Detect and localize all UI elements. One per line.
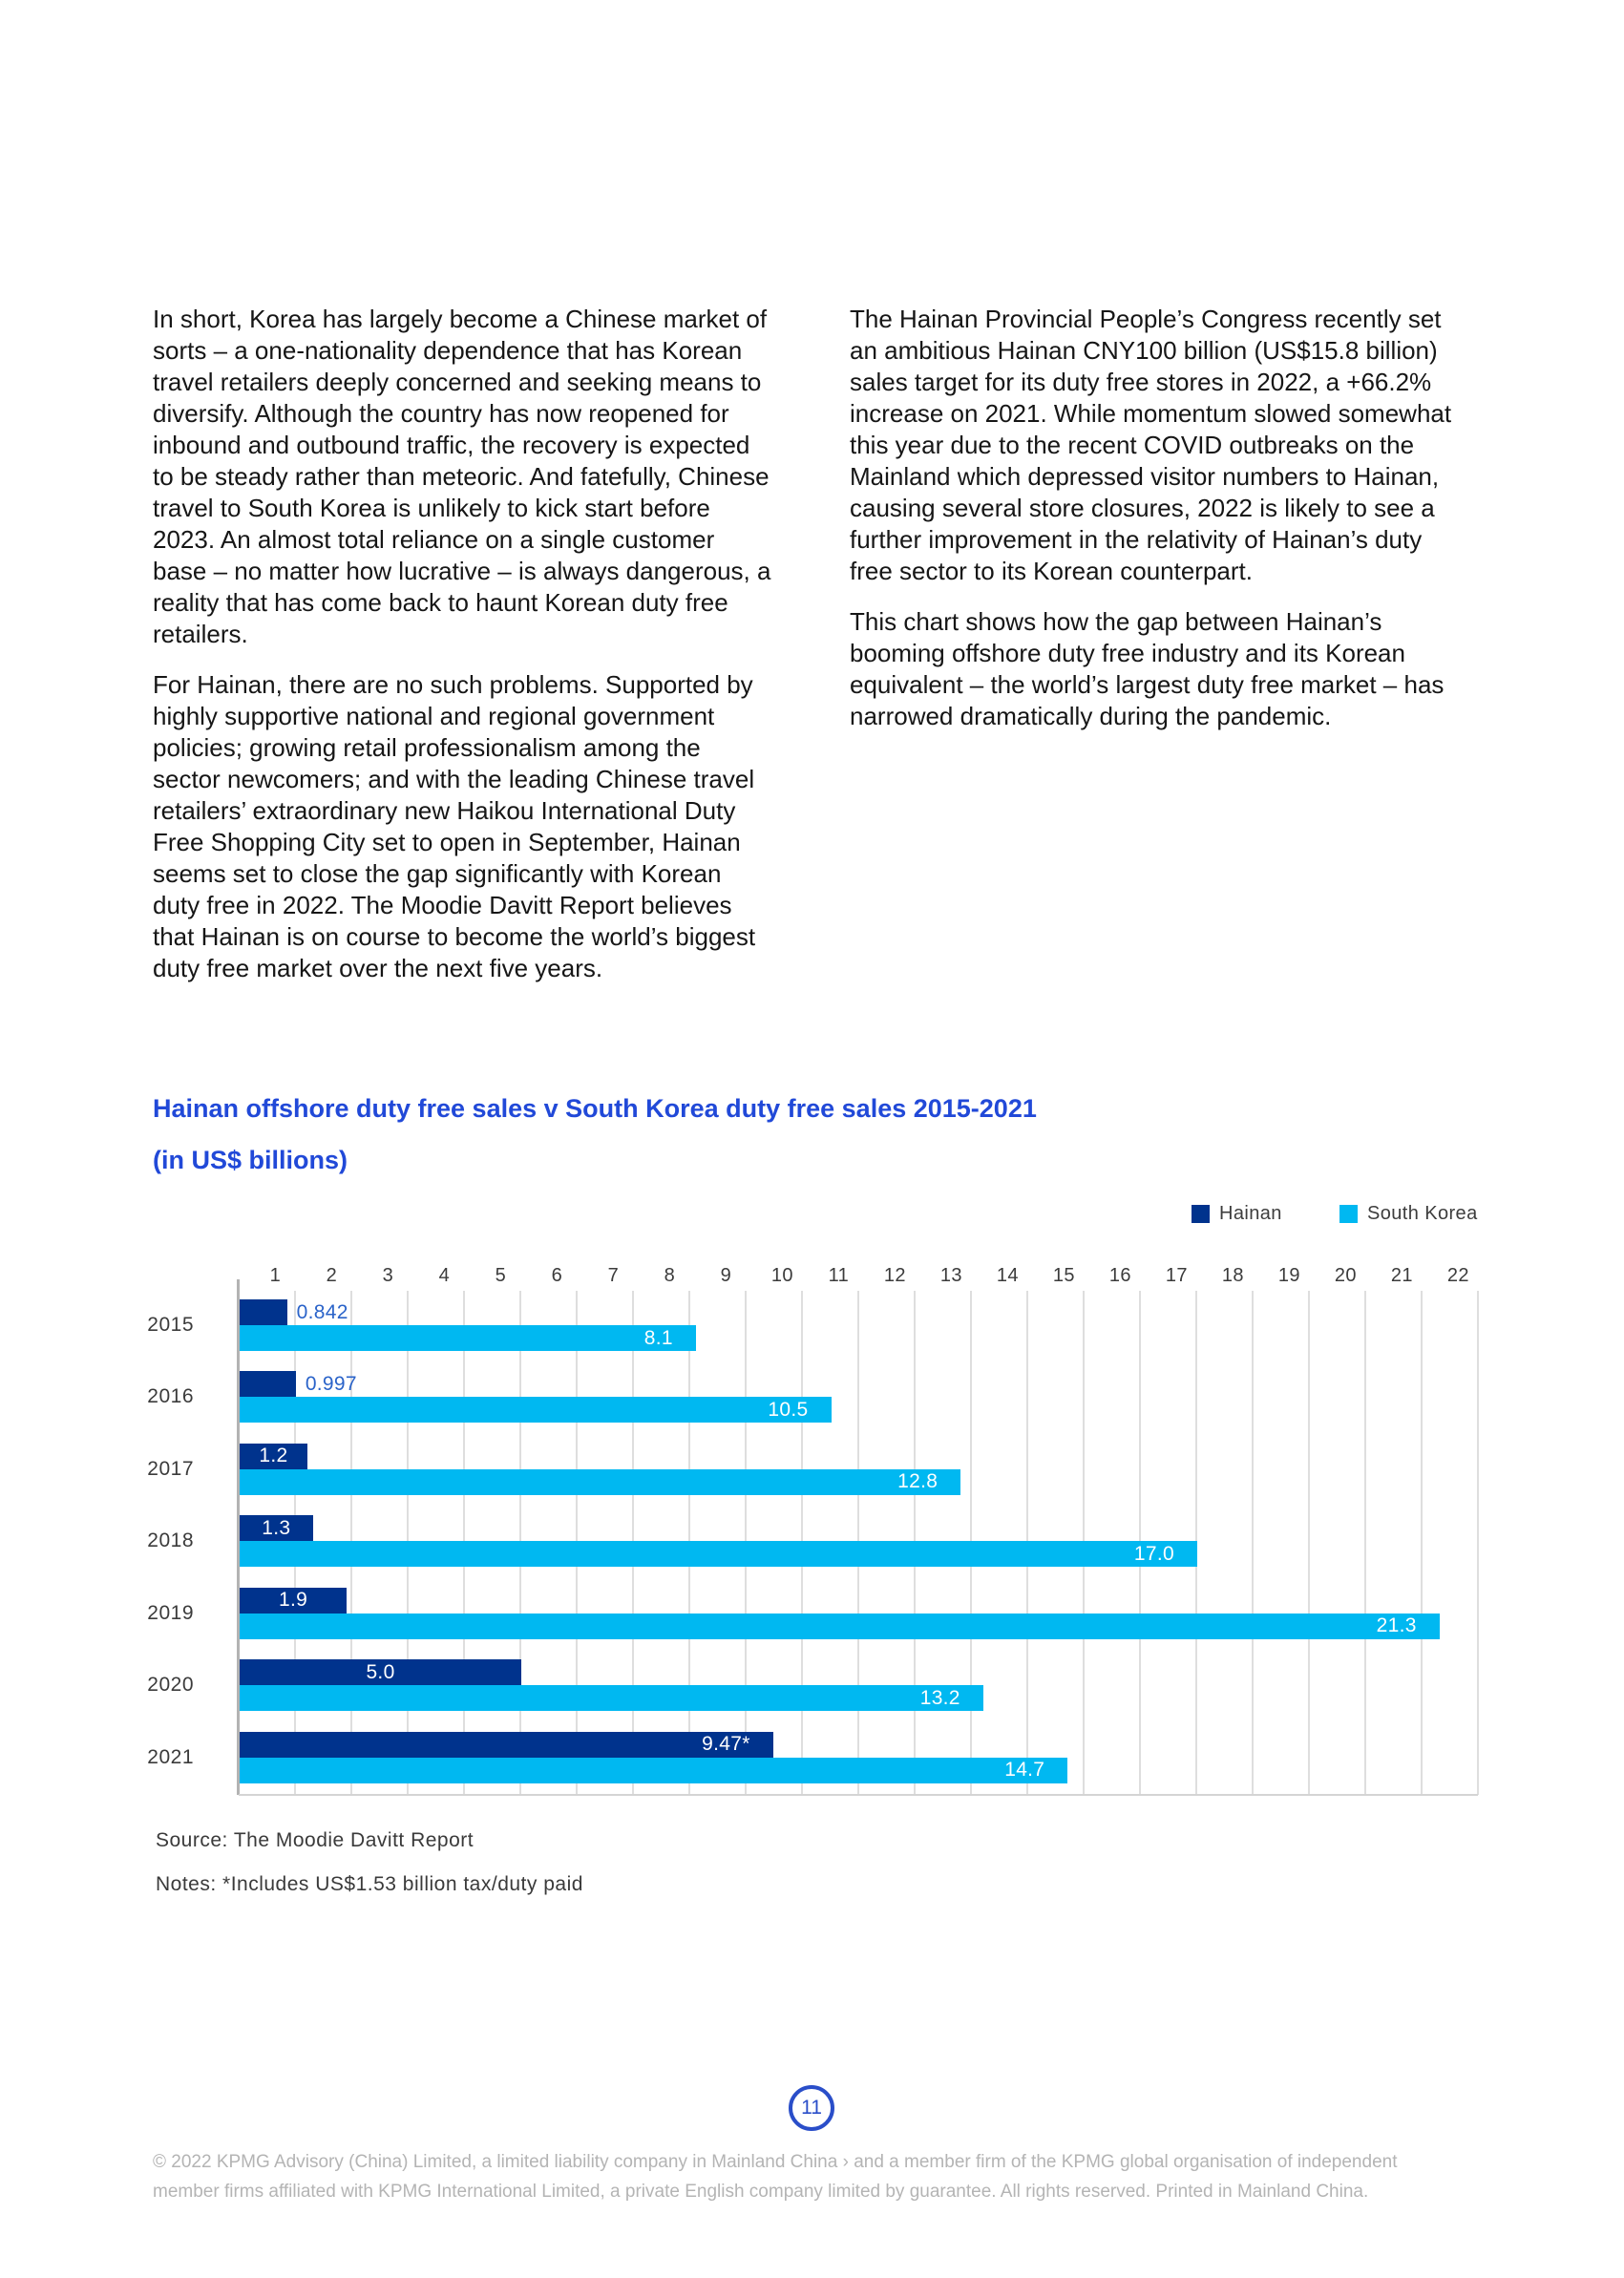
x-tick-label: 12: [883, 1265, 906, 1286]
page-number-badge: [789, 2085, 834, 2131]
x-tick-label: 9: [720, 1265, 732, 1286]
bar-hainan-2016: [240, 1371, 296, 1397]
paragraph-hainan-congress: The Hainan Provincial People’s Congress recently set an ambitious Hainan CNY100 billion (US$15.8 billion) sales target for its duty free stores in 2022, a +66.2% increase on 2021. While momentum slowed somewhat this year due to the recent COVID outbreaks on the Mainland which depressed visitor numbers to Hainan, causing several store closures, 2022 is likely to see a further improvement in the relativity of Hainan’s duty free sector to its Korean counterpart.: [850, 305, 1452, 585]
grid-line: [1364, 1291, 1366, 1795]
bar-value-label: 12.8: [897, 1470, 939, 1493]
x-tick-label: 19: [1277, 1265, 1300, 1286]
x-tick-label: 21: [1390, 1265, 1413, 1286]
x-tick-label: 22: [1446, 1265, 1469, 1286]
year-label: 2017: [147, 1457, 194, 1480]
bar-value-label: 1.9: [279, 1589, 308, 1612]
x-base-line: [239, 1794, 1478, 1796]
year-label: 2015: [147, 1314, 194, 1336]
bar-hainan-2015: [240, 1299, 287, 1325]
bar-value-label: 1.3: [262, 1516, 291, 1539]
south-korea-legend-label: South Korea: [1367, 1202, 1478, 1224]
x-tick-label: 2: [326, 1265, 338, 1286]
chart-title: Hainan offshore duty free sales v South Korea duty free sales 2015-2021: [153, 1094, 1037, 1123]
x-tick-label: 14: [996, 1265, 1019, 1286]
x-tick-label: 5: [495, 1265, 507, 1286]
x-tick-label: 3: [382, 1265, 394, 1286]
x-tick-label: 20: [1334, 1265, 1357, 1286]
year-label: 2016: [147, 1385, 194, 1408]
bar-value-label: 13.2: [919, 1686, 960, 1709]
bar-value-label: 9.47*: [702, 1733, 750, 1756]
chart-notes: Notes: *Includes US$1.53 billion tax/duty paid: [156, 1873, 583, 1895]
x-tick-label: 15: [1052, 1265, 1075, 1286]
year-label: 2019: [147, 1601, 194, 1624]
bar-value-label: 0.842: [296, 1300, 348, 1323]
x-tick-label: 18: [1221, 1265, 1244, 1286]
grid-line: [1421, 1291, 1423, 1795]
year-label: 2021: [147, 1745, 194, 1768]
paragraph-chart-intro: This chart shows how the gap between Hainan’s booming offshore duty free industry and its Korean equivalent – the world’s largest duty free market – has narrowed dramatically during the pandemic.: [850, 607, 1445, 730]
year-label: 2020: [147, 1674, 194, 1697]
grid-line: [1308, 1291, 1310, 1795]
footer-line-1: © 2022 KPMG Advisory (China) Limited, a limited liability company in Mainland China › and a member firm of the KPMG global organisation of independent: [153, 2152, 1398, 2172]
bar-value-label: 14.7: [1004, 1759, 1045, 1782]
bar-value-label: 10.5: [768, 1398, 809, 1421]
x-tick-label: 16: [1108, 1265, 1131, 1286]
grid-line: [1252, 1291, 1254, 1795]
x-tick-label: 13: [939, 1265, 962, 1286]
bar-value-label: 5.0: [366, 1660, 395, 1683]
x-tick-label: 10: [770, 1265, 793, 1286]
bar-value-label: 21.3: [1376, 1614, 1417, 1637]
hainan-legend-label: Hainan: [1219, 1202, 1282, 1224]
chart-source: Source: The Moodie Davitt Report: [156, 1829, 475, 1851]
x-tick-label: 17: [1165, 1265, 1188, 1286]
bar-value-label: 0.997: [305, 1372, 357, 1395]
bar-value-label: 1.2: [259, 1445, 288, 1467]
footer-line-2: member firms affiliated with KPMG International Limited, a private English company limited by guarantee. All rights reserved. Printed in Mainland China.: [153, 2182, 1369, 2202]
paragraph-hainan-no-problems: For Hainan, there are no such problems. Supported by highly supportive national and regional government policies; growing retail professionalism among the sector newcomers; and with the leading Chinese travel retailers’ extraordinary new Haikou International Duty Free Shopping City set to open in September, Hainan seems set to close the gap significantly with Korean duty free in 2022. The Moodie Davitt Report believes that Hainan is on course to become the world’s biggest duty free market over the next five years.: [153, 670, 756, 982]
page-number: 11: [801, 2097, 822, 2119]
grid-line: [1477, 1291, 1479, 1795]
x-tick-label: 8: [664, 1265, 676, 1286]
x-tick-label: 4: [438, 1265, 451, 1286]
x-tick-label: 7: [607, 1265, 620, 1286]
x-tick-label: 11: [828, 1265, 850, 1286]
bar-value-label: 17.0: [1133, 1542, 1174, 1565]
x-tick-label: 1: [269, 1265, 282, 1286]
chart-subtitle: (in US$ billions): [153, 1146, 348, 1174]
footer-legal: [153, 2147, 1508, 2206]
year-label: 2018: [147, 1529, 194, 1552]
bar-value-label: 8.1: [643, 1326, 673, 1349]
x-tick-label: 6: [551, 1265, 563, 1286]
paragraph-korea-market: In short, Korea has largely become a Chinese market of sorts – a one-nationality dependence that has Korean travel retailers deeply concerned and seeking means to diversify. Although the country has now reopened for inbound and outbound traffic, the recovery is expected to be steady rather than meteoric. And fatefully, Chinese travel to South Korea is unlikely to kick start before 2023. An almost total reliance on a single customer base – no matter how lucrative – is always dangerous, a reality that has come back to haunt Korean duty free retailers.: [153, 305, 771, 648]
